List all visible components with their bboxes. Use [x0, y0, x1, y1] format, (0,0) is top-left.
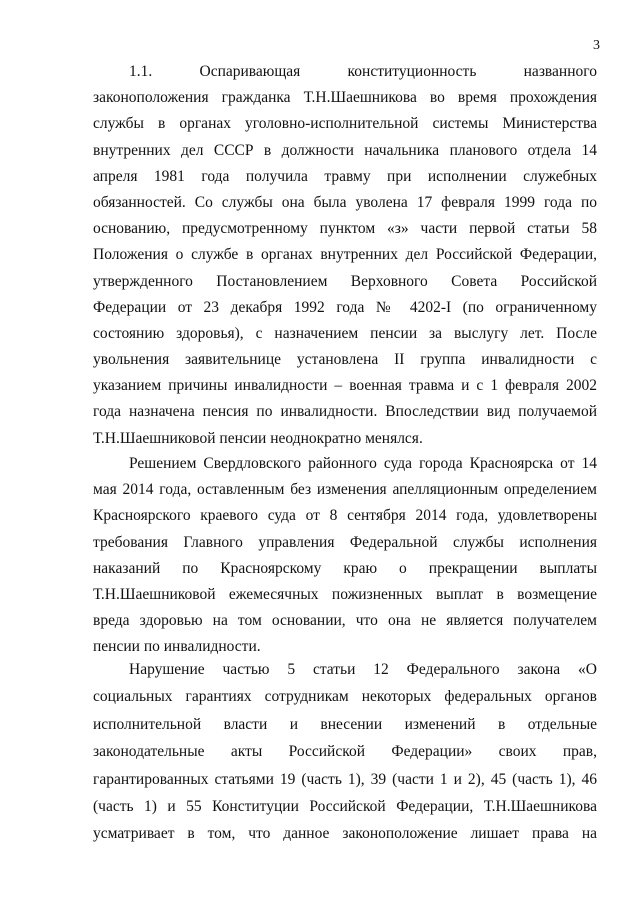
text-line: 1.1. Оспаривающая конституционность названного: [129, 63, 597, 80]
text-line: Федерации от 23 декабря 1992 года № 4202-I (по ограниченному: [93, 298, 597, 316]
text-line: Положения о службе в органах внутренних дел Российской Федерации,: [93, 246, 597, 264]
text-line: законодательные акты Российской Федерации» своих прав,: [93, 743, 597, 761]
text-line: мая 2014 года, оставленным без изменения апелляционным определением: [93, 481, 597, 499]
text-line: Нарушение частью 5 статьи 12 Федерального закона «О: [129, 661, 597, 678]
page-number: 3: [593, 38, 600, 53]
text-line: Т.Н.Шаешниковой ежемесячных пожизненных выплат в возмещение: [93, 585, 597, 603]
paragraph-2: [93, 451, 597, 661]
text-line: основанию, предусмотренному пунктом «з» части первой статьи 58: [93, 220, 597, 238]
text-line: внутренних дел СССР в должности начальника планового отдела 14: [93, 141, 597, 159]
text-line: Т.Н.Шаешниковой пенсии неоднократно менялся.: [93, 429, 423, 447]
text-line: социальных гарантиях сотрудникам некоторых федеральных органов: [93, 688, 597, 706]
paragraph-1: [93, 59, 597, 452]
text-line: увольнения заявительнице установлена II группа инвалидности с: [93, 351, 597, 369]
text-line: гарантированных статьями 19 (часть 1), 39 (части 1 и 2), 45 (часть 1), 46: [93, 770, 597, 788]
text-line: исполнительной власти и внесении изменений в отдельные: [93, 715, 597, 733]
text-line: законоположения гражданка Т.Н.Шаешникова во время прохождения: [93, 89, 597, 107]
text-line: наказаний по Красноярскому краю о прекращении выплаты: [93, 559, 597, 577]
text-line: Красноярского краевого суда от 8 сентября 2014 года, удовлетворены: [93, 507, 597, 525]
text-line: (часть 1) и 55 Конституции Российской Федерации, Т.Н.Шаешникова: [93, 797, 597, 815]
text-line: вреда здоровью на том основании, что она не является получателем: [93, 612, 597, 630]
paragraph-3: [93, 656, 597, 848]
text-line: апреля 1981 года получила травму при исполнении служебных: [93, 167, 597, 185]
text-line: утвержденного Постановлением Верховного Совета Российской: [93, 272, 597, 290]
text-line: обязанностей. Со службы она была уволена 17 февраля 1999 года по: [93, 193, 597, 211]
text-line: указанием причины инвалидности – военная травма и с 1 февраля 2002: [93, 377, 597, 395]
text-line: требования Главного управления Федеральной службы исполнения: [93, 533, 597, 551]
text-line: года назначена пенсия по инвалидности. Впоследствии вид получаемой: [93, 403, 597, 421]
text-line: пенсии по инвалидности.: [93, 638, 261, 656]
text-line: Решением Свердловского районного суда города Красноярска от 14: [129, 455, 597, 472]
text-line: службы в органах уголовно-исполнительной системы Министерства: [93, 115, 597, 133]
text-line: состоянию здоровья), с назначением пенсии за выслугу лет. После: [93, 324, 597, 342]
text-line: усматривает в том, что данное законоположение лишает права на: [93, 825, 597, 843]
